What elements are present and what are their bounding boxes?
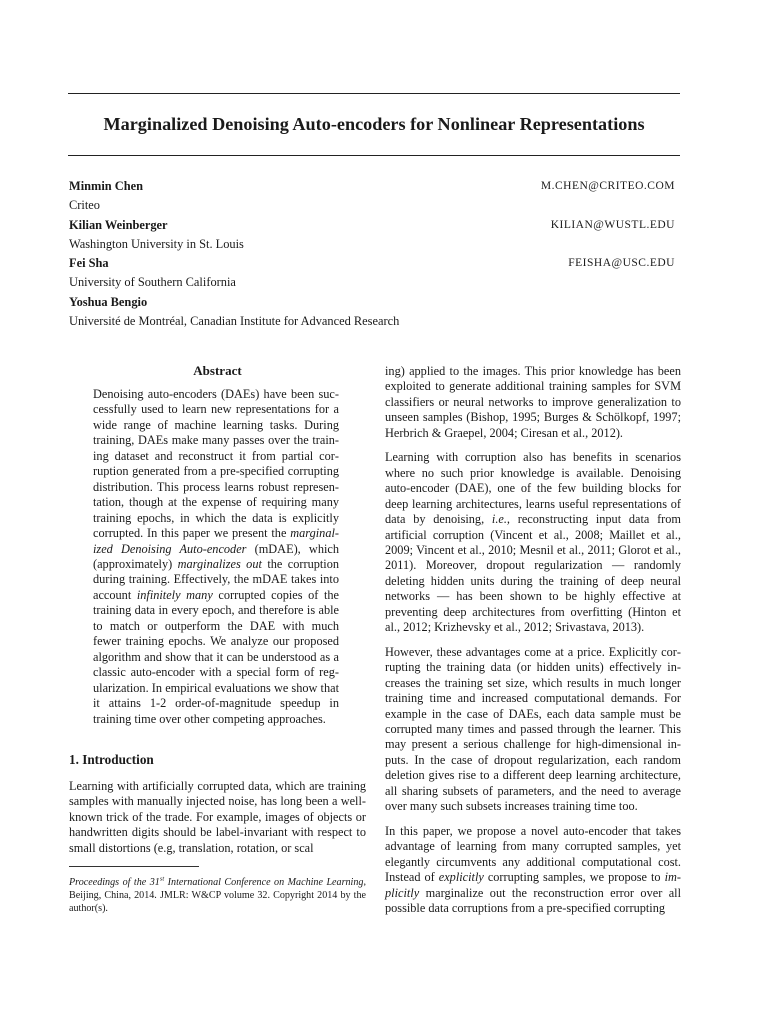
author-email: M.CHEN@CRITEO.COM — [540, 180, 675, 192]
title-bottom-rule — [68, 155, 680, 156]
author-email: KILIAN@WUSTL.EDU — [550, 218, 675, 231]
right-column — [385, 364, 681, 916]
paper-title: Marginalized Denoising Auto-encoders for Nonlinear Representations — [103, 114, 645, 134]
author-row — [69, 177, 675, 196]
intro-paragraph: Learning with artificially corrupted data, which are training samples with manually injected noise, has long been a well-known trick of the trade. For example, images of objects or handwritten digits should be label-invariant with respect to small distortions (e.g, translation, rotation, or scal — [69, 778, 366, 855]
author-name: Kilian Weinberger — [69, 217, 168, 232]
author-name: Yoshua Bengio — [69, 294, 148, 309]
author-row — [69, 216, 675, 235]
intro-paragraph: In this paper, we propose a novel auto-encoder that takes advantage of learning from many corrupted samples, yet elegantly circumvents any additional computational cost. Instead of explicitly corrupting samples, we propose to implicitly marginalize out the reconstruction error over all possible data corruptions from a pre-specified corrupting — [385, 823, 681, 915]
author-email: FEISHA@USC.EDU — [568, 257, 675, 270]
section-heading-introduction: 1. Introduction — [69, 751, 154, 767]
author-affiliation: University of Southern California — [69, 275, 236, 290]
top-rule — [68, 93, 680, 94]
abstract-heading: Abstract — [193, 363, 242, 378]
author-affiliation: Criteo — [69, 198, 100, 213]
abstract-text: Denoising auto-encoders (DAEs) have been successfully used to learn new representations for a wide range of machine learning tasks. During training, DAEs make many passes over the training dataset and reconstruct it from partial corruption generated from a pre-specified corrupting distribution. This process learns robust representation, though at the expense of requiring many training epochs, in which the data is explicitly corrupted. In this paper we present the marginalized Denoising Auto-encoder (mDAE), which (approximately) marginalizes out the corruption during training. Effectively, the mDAE takes into account infinitely many corrupted copies of the training data in every epoch, and therefore is able to match or outperform the DAE with much fewer training epochs. We analyze our proposed algorithm and show that it can be understood as a classic auto-encoder with a special form of regularization. In empirical evaluations we show that it attains 1-2 order-of-magnitude speedup in training time over other competing approaches. — [93, 387, 339, 726]
intro-paragraph: However, these advantages come at a price. Explicitly corrupting the training data (or hidden units) effectively increases the training set size, which results in much longer training time and increased computational demands. For example in the case of DAEs, each data sample must be corrupted many times and passed through the learner. This may present a serious challenge for high-dimensional inputs. In the case of dropout regularization, each random deletion gives rise to a different deep learning architecture, all sharing subsets of parameters, and the need to average over many such subsets increases training time too. — [385, 644, 681, 814]
author-affiliation: Université de Montréal, Canadian Institute for Advanced Research — [69, 314, 400, 329]
author-row — [69, 254, 675, 273]
intro-paragraph: ing) applied to the images. This prior knowledge has been exploited to generate additional training samples for SVM classifiers or neural networks to improve generalization to unseen samples (Bishop, 1995; Burges & Schölkopf, 1997; Herbrich & Graepel, 2004; Ciresan et al., 2012). — [385, 364, 681, 440]
author-block — [69, 177, 675, 331]
author-name: Minmin Chen — [69, 179, 144, 193]
left-column — [69, 362, 366, 915]
footnote-rule — [69, 866, 199, 867]
author-row — [69, 293, 675, 312]
intro-paragraph: Learning with corruption also has benefits in scenarios where no such prior knowledge is available. Denoising auto-encoder (DAE), one of the few building blocks for deep learning architectures, learns useful representations of data by denoising, i.e., reconstructing input data from artificial corruption (Vincent et al., 2008; Maillet et al., 2009; Vincent et al., 2010; Mesnil et al., 2011; Glorot et al., 2011). Moreover, dropout regularization — randomly deleting hidden units during the training of deep neural networks — has been shown to be highly effective at preventing deep architectures from overfitting (Hinton et al., 2012; Krizhevsky et al., 2012; Srivastava, 2013). — [385, 450, 681, 635]
author-affiliation: Washington University in St. Louis — [69, 236, 244, 251]
author-name: Fei Sha — [69, 256, 109, 271]
footnote: Proceedings of the 31st International Conference on Machine Learning, Beijing, China, 2014. JMLR: W&CP volume 32. Copyright 2014 by the author(s). — [69, 875, 366, 914]
